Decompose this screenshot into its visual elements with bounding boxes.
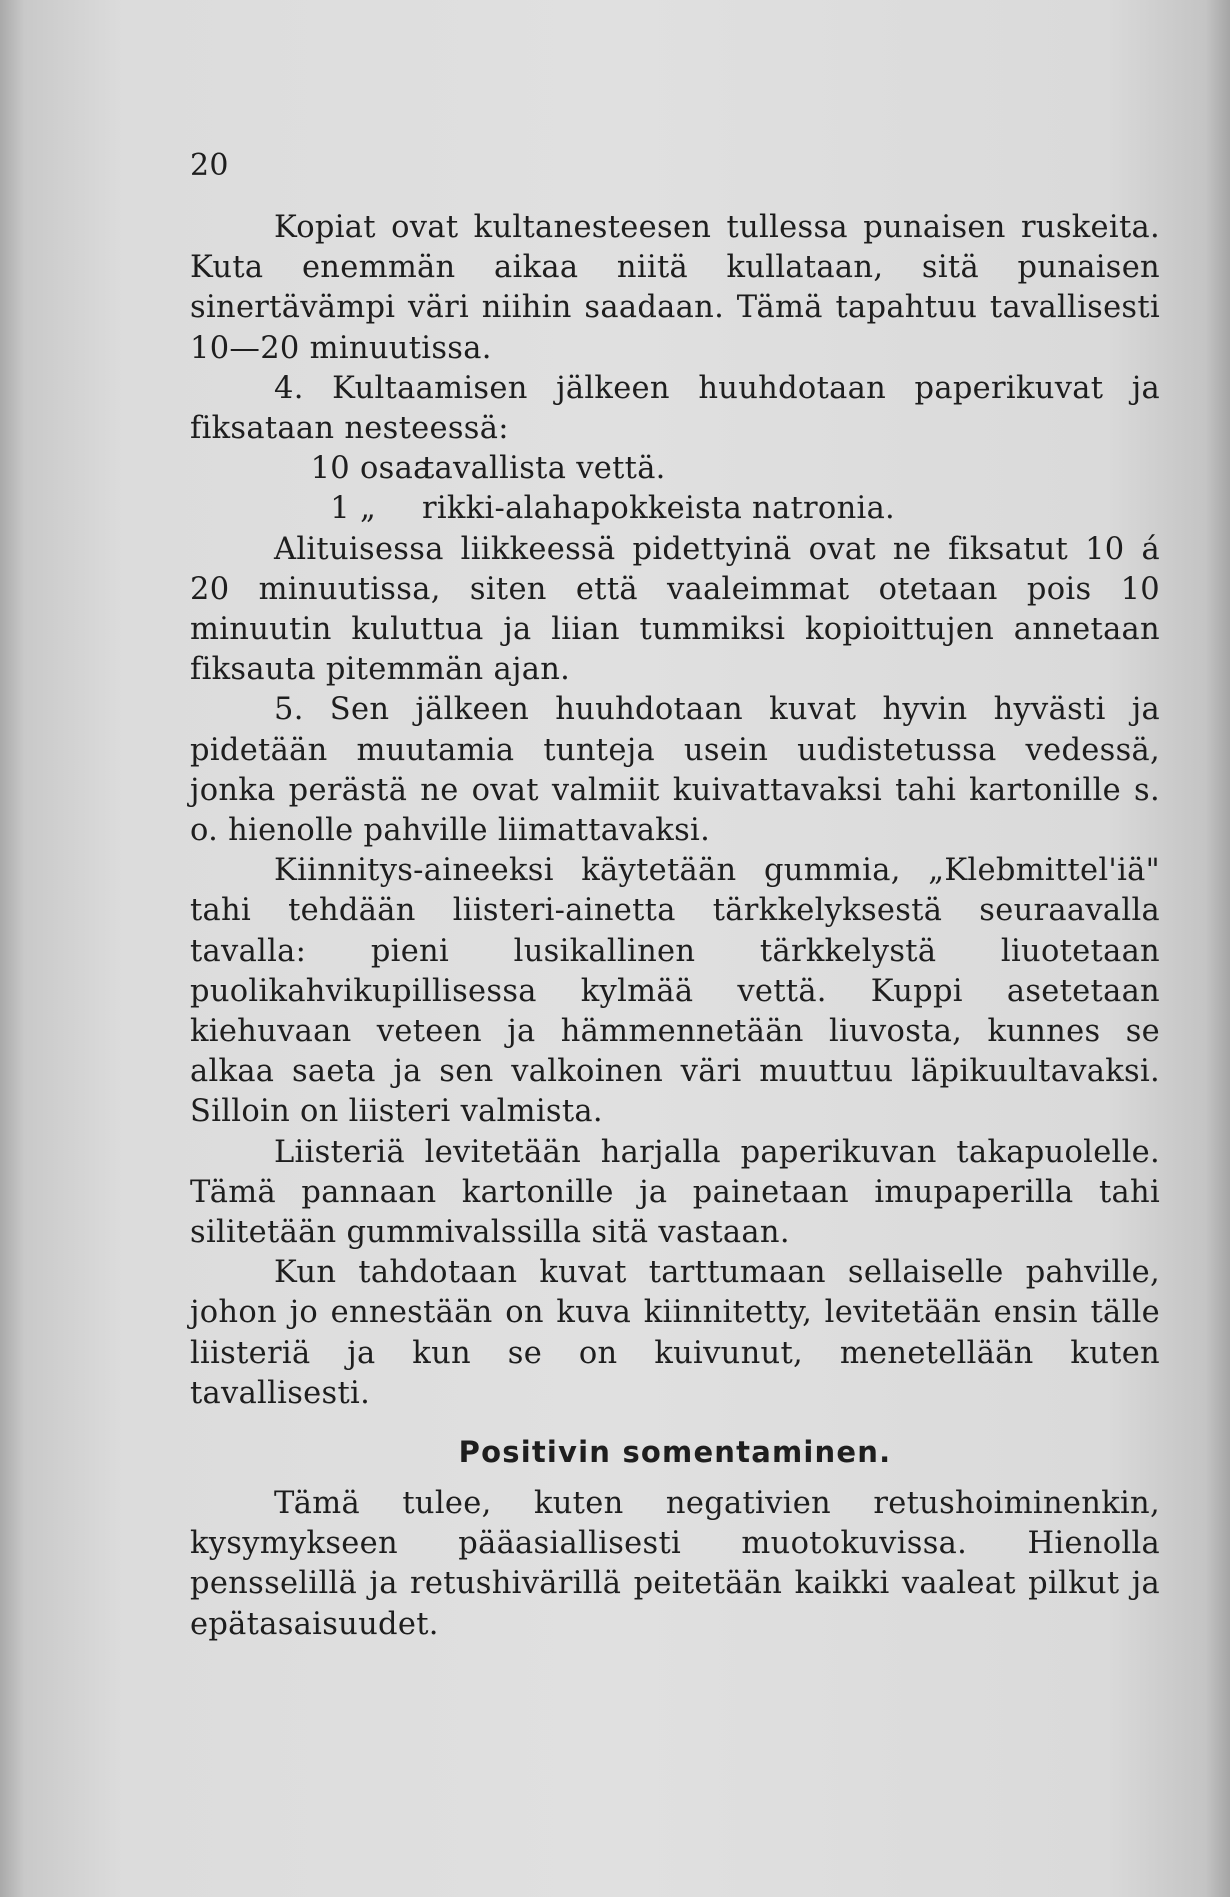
paragraph: Kopiat ovat kultanesteesen tullessa punaisen ruskeita. Kuta enemmän aikaa niitä kullataan, sitä punaisen sinertävämpi väri niihin saadaan. Tämä tapahtuu tavallisesti 10—20 minuutissa. — [190, 210, 1160, 366]
ingredient-quantity: 1 — [330, 491, 350, 527]
ingredient-description: rikki-alahapokkeista natronia. — [422, 491, 896, 527]
paragraph: 5. Sen jälkeen huuhdotaan kuvat hyvin hyvästi ja pidetään muutamia tunteja usein uudistetussa vedessä, jonka perästä ne ovat valmiit kuivattavaksi tahi kartonille s. o. hienolle pahville liimattavaksi. — [190, 692, 1160, 849]
ingredient-row — [190, 489, 1160, 529]
paragraph: Kun tahdotaan kuvat tarttumaan sellaiselle pahville, johon jo ennestään on kuva kiinnitetty, levitetään ensin tälle liisteriä ja kun se on kuivunut, menetellään kuten tavallisesti. — [190, 1255, 1160, 1411]
paragraph: Alituisessa liikkeessä pidettyinä ovat ne fiksatut 10 á 20 minuutissa, siten että vaaleimmat otetaan pois 10 minuutin kuluttua ja liian tummiksi kopioittujen annetaan fiksauta pitemmän ajan. — [190, 531, 1160, 688]
ingredient-row — [190, 449, 1160, 489]
section-heading: Positivin somentaminen. — [458, 1435, 892, 1470]
paragraph: Liisteriä levitetään harjalla paperikuvan takapuolelle. Tämä pannaan kartonille ja painetaan imupaperilla tahi silitetään gummivalssilla sitä vastaan. — [190, 1134, 1160, 1251]
paragraph: Tämä tulee, kuten negativien retushoiminenkin, kysymykseen pääasiallisesti muotokuvissa. Hienolla pensselillä ja retushivärillä peitetään kaikki vaaleat pilkut ja epätasaisuudet. — [190, 1486, 1160, 1642]
ingredient-quantity: 10 — [310, 451, 350, 487]
ingredient-list — [190, 449, 1160, 529]
paragraph: 4. Kultaamisen jälkeen huuhdotaan paperikuvat ja fiksataan nesteessä: — [190, 370, 1160, 447]
ingredient-unit: „ — [360, 491, 377, 527]
text-column — [190, 146, 1160, 1645]
page-number: 20 — [190, 148, 229, 183]
ingredient-description: tavallista vettä. — [422, 451, 666, 487]
paragraph: Kiinnitys-aineeksi käytetään gummia, „Klebmittel'iä" tahi tehdään liisteri-ainetta tärkkelyksestä seuraavalla tavalla: pieni lusikallinen tärkkelystä liuotetaan puolikahvikupillisessa kylmää vettä. Kuppi asetetaan kiehuvaan veteen ja hämmennetään liuvosta, kunnes se alkaa saeta ja sen valkoinen väri muuttuu läpikuultavaksi. Silloin on liisteri valmista. — [190, 853, 1160, 1130]
ingredient-unit: osaa — [360, 451, 432, 487]
